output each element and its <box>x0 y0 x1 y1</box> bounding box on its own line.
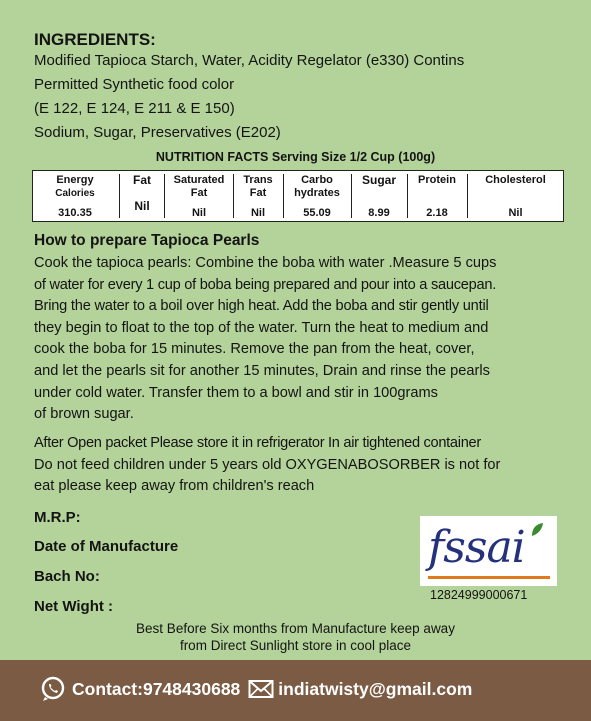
fssai-logo-text: fssai <box>428 522 525 573</box>
nutrition-label: Sugar <box>361 173 396 187</box>
best-before-line: from Direct Sunlight store in cool place <box>179 638 412 653</box>
contact-footer <box>0 660 591 721</box>
nutrition-sublabel: Fat <box>190 187 208 199</box>
fssai-license-number: 12824999000671 <box>430 588 528 602</box>
preparation-line: they begin to float to the top of the water. Turn the heat to medium and <box>34 319 489 336</box>
nutrition-sublabel: Calories <box>55 188 95 199</box>
best-before-note <box>0 620 591 654</box>
nutrition-title: NUTRITION FACTS Serving Size 1/2 Cup (100g) <box>155 150 436 164</box>
preparation-line: of brown sugar. <box>34 406 134 423</box>
nutrition-cell-cholesterol <box>468 171 563 221</box>
preparation-line: Cook the tapioca pearls: Combine the boba with water .Measure 5 cups <box>34 255 497 271</box>
ingredients-line: (E 122, E 124, E 211 & E 150) <box>34 100 235 117</box>
best-before-line: Best Before Six months from Manufacture keep away <box>136 621 455 636</box>
nutrition-value: Nil <box>250 207 266 219</box>
batch-number-label: Bach No: <box>34 568 100 585</box>
ingredients-line: Permitted Synthetic food color <box>34 76 235 93</box>
contact-phone: Contact:9748430688 <box>72 678 241 699</box>
nutrition-value: 310.35 <box>58 207 92 219</box>
nutrition-value: Nil <box>508 207 523 219</box>
nutrition-label: Protein <box>418 174 456 186</box>
preparation-line: and let the pearls sit for another 15 minutes, Drain and rinse the pearls <box>34 362 490 379</box>
nutrition-cell-carbohydrates <box>284 171 350 221</box>
nutrition-value: Nil <box>191 207 207 219</box>
nutrition-cell-saturated-fat <box>165 171 233 221</box>
nutrition-label: Carbo <box>301 174 333 186</box>
mail-icon <box>248 679 274 699</box>
fssai-logo <box>420 516 557 586</box>
contact-email: indiatwisty@gmail.com <box>278 678 473 699</box>
nutrition-table <box>32 170 564 222</box>
nutrition-sublabel: Fat <box>249 187 267 199</box>
nutrition-cell-trans-fat <box>234 171 282 221</box>
storage-line: eat please keep away from children's reach <box>34 478 315 495</box>
storage-text <box>34 433 574 498</box>
nutrition-sublabel: hydrates <box>294 187 340 199</box>
nutrition-label: Fat <box>133 173 151 187</box>
nutrition-label: Energy <box>56 174 94 186</box>
mrp-label: M.R.P: <box>34 509 81 526</box>
preparation-line: cook the boba for 15 minutes. Remove the pan from the heat, cover, <box>34 341 475 358</box>
leaf-icon <box>530 522 544 538</box>
nutrition-value: 8.99 <box>368 207 390 219</box>
fssai-underline <box>428 576 550 582</box>
nutrition-cell-sugar <box>352 171 406 221</box>
preparation-line: under cold water. Transfer them to a bowl and stir in 100grams <box>34 384 438 401</box>
nutrition-value: Nil <box>134 199 150 213</box>
nutrition-label: Cholesterol <box>485 174 546 186</box>
ingredients-line: Sodium, Sugar, Preservatives (E202) <box>34 124 281 141</box>
ingredients-title: INGREDIENTS: <box>34 30 156 49</box>
net-weight-label: Net Wight : <box>34 598 114 615</box>
preparation-text <box>34 253 564 426</box>
manufacture-date-label: Date of Manufacture <box>34 538 179 555</box>
nutrition-cell-protein <box>408 171 466 221</box>
preparation-line: Bring the water to a boil over high heat. Add the boba and stir gently until <box>34 298 489 315</box>
storage-line: Do not feed children under 5 years old OXYGENABOSORBER is not for <box>34 456 501 473</box>
storage-line: After Open packet Please store it in refrigerator In air tightened container <box>34 435 481 451</box>
nutrition-cell-energy <box>33 171 117 221</box>
nutrition-cell-fat <box>120 171 164 221</box>
nutrition-value: 55.09 <box>303 207 331 219</box>
ingredients-line: Modified Tapioca Starch, Water, Acidity Regelator (e330) Contins <box>34 52 465 69</box>
whatsapp-icon <box>40 676 66 702</box>
nutrition-label: Saturated <box>173 174 225 186</box>
preparation-line: of water for every 1 cup of boba being prepared and pour into a saucepan. <box>34 276 497 293</box>
preparation-title: How to prepare Tapioca Pearls <box>34 232 260 249</box>
nutrition-label: Trans <box>243 174 273 186</box>
nutrition-value: 2.18 <box>426 207 448 219</box>
